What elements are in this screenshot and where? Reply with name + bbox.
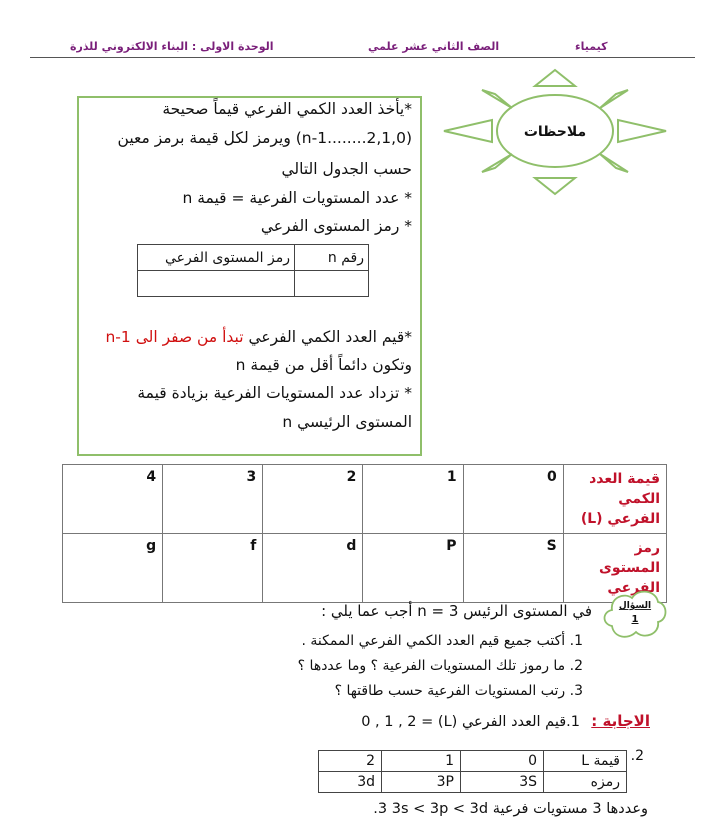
- l-value-4: 4: [63, 465, 163, 534]
- question-badge: [600, 586, 670, 644]
- question-item-3: 3. رتب المستويات الفرعية حسب طاقتها ؟: [334, 683, 583, 699]
- l-value-0: 0: [463, 465, 563, 534]
- symbol-d: d: [263, 534, 363, 603]
- sublevel-table-header-symbol: رمز المستوى الفرعي: [138, 245, 295, 271]
- sublevel-table-cell: [295, 271, 369, 297]
- answer-number-2: .2: [630, 748, 644, 764]
- symbol-f: f: [163, 534, 263, 603]
- answer-table-l-label: قيمة L: [544, 751, 627, 772]
- header-subject: كيمياء: [575, 40, 608, 53]
- answer-line-3: .3 3s < 3p < 3d وعددها 3 مستويات فرعية: [373, 801, 648, 817]
- question-intro: في المستوى الرئيس 3 = n أجب عما يلي :: [321, 602, 592, 620]
- l-value-1: 1: [363, 465, 463, 534]
- note-line-3: حسب الجدول التالي: [281, 160, 412, 178]
- note-line-8: * تزداد عدد المستويات الفرعية بزيادة قيمة: [137, 384, 412, 402]
- answer-table-l-2: 2: [319, 751, 382, 772]
- answer-line-1: 1.قيم العدد الفرعي (L) = 0 , 1 , 2: [361, 714, 580, 730]
- question-item-1: 1. أكتب جميع قيم العدد الكمي الفرعي الممكنة .: [301, 633, 583, 649]
- l-value-2: 2: [263, 465, 363, 534]
- sun-label: ملاحظات: [523, 124, 587, 140]
- header-grade: الصف الثاني عشر علمي: [368, 40, 500, 53]
- answer-table-symbol-3p: 3P: [382, 772, 461, 793]
- note-line-7: وتكون دائماً أقل من قيمة n: [235, 356, 412, 374]
- note-line-9: المستوى الرئيسي n: [282, 413, 412, 431]
- sun-ray-bottom-right: [600, 154, 628, 172]
- answer-table-symbol-3s: 3S: [461, 772, 544, 793]
- l-value-label: قيمة العدد الكمي الفرعي (L): [563, 465, 666, 534]
- note-line-4: * عدد المستويات الفرعية = قيمة n: [182, 189, 412, 207]
- note-line-6-black: *قيم العدد الكمي الفرعي: [248, 328, 412, 346]
- sun-ray-left: [444, 120, 492, 142]
- sublevel-table-cell: [138, 271, 295, 297]
- sublevel-table: [137, 244, 369, 297]
- note-line-1: *يأخذ العدد الكمي الفرعي قيماً صحيحة: [162, 100, 412, 118]
- symbol-label: رمز المستوى الفرعي: [563, 534, 666, 603]
- sun-ray-bottom-left: [482, 154, 512, 172]
- answer-table-symbol-label: رمزه: [544, 772, 627, 793]
- header-divider: [30, 57, 695, 58]
- answer-table-l-0: 0: [461, 751, 544, 772]
- note-line-2: (n-1........2,1,0) ويرمز لكل قيمة برمز معين: [117, 129, 412, 147]
- quantum-number-table: [62, 464, 667, 603]
- question-badge-number: 1: [631, 614, 639, 625]
- answer-label: الاجابة :: [591, 712, 650, 730]
- sun-ray-top-right: [600, 90, 628, 108]
- note-line-5: * رمز المستوى الفرعي: [260, 217, 412, 235]
- sun-ray-top: [535, 70, 575, 86]
- sublevel-table-header-n: رقم n: [295, 245, 369, 271]
- symbol-p: P: [363, 534, 463, 603]
- note-line-6: [105, 328, 412, 346]
- note-line-6-red: تبدأ من صفر الى 1-n: [105, 328, 249, 346]
- sun-ray-right: [618, 120, 666, 142]
- sun-ray-top-left: [482, 90, 512, 108]
- question-badge-title: السؤال: [618, 601, 652, 611]
- answer-table-l-1: 1: [382, 751, 461, 772]
- symbol-g: g: [63, 534, 163, 603]
- sun-ray-bottom: [535, 178, 575, 194]
- answer-table-symbol-3d: 3d: [319, 772, 382, 793]
- l-value-3: 3: [163, 465, 263, 534]
- answer-table: [318, 750, 627, 793]
- question-item-2: 2. ما رموز تلك المستويات الفرعية ؟ وما عددها ؟: [297, 658, 583, 674]
- sun-icon: [440, 68, 690, 198]
- symbol-s: S: [463, 534, 563, 603]
- header-unit: الوحدة الاولى : البناء الالكتروني للذرة: [70, 40, 274, 53]
